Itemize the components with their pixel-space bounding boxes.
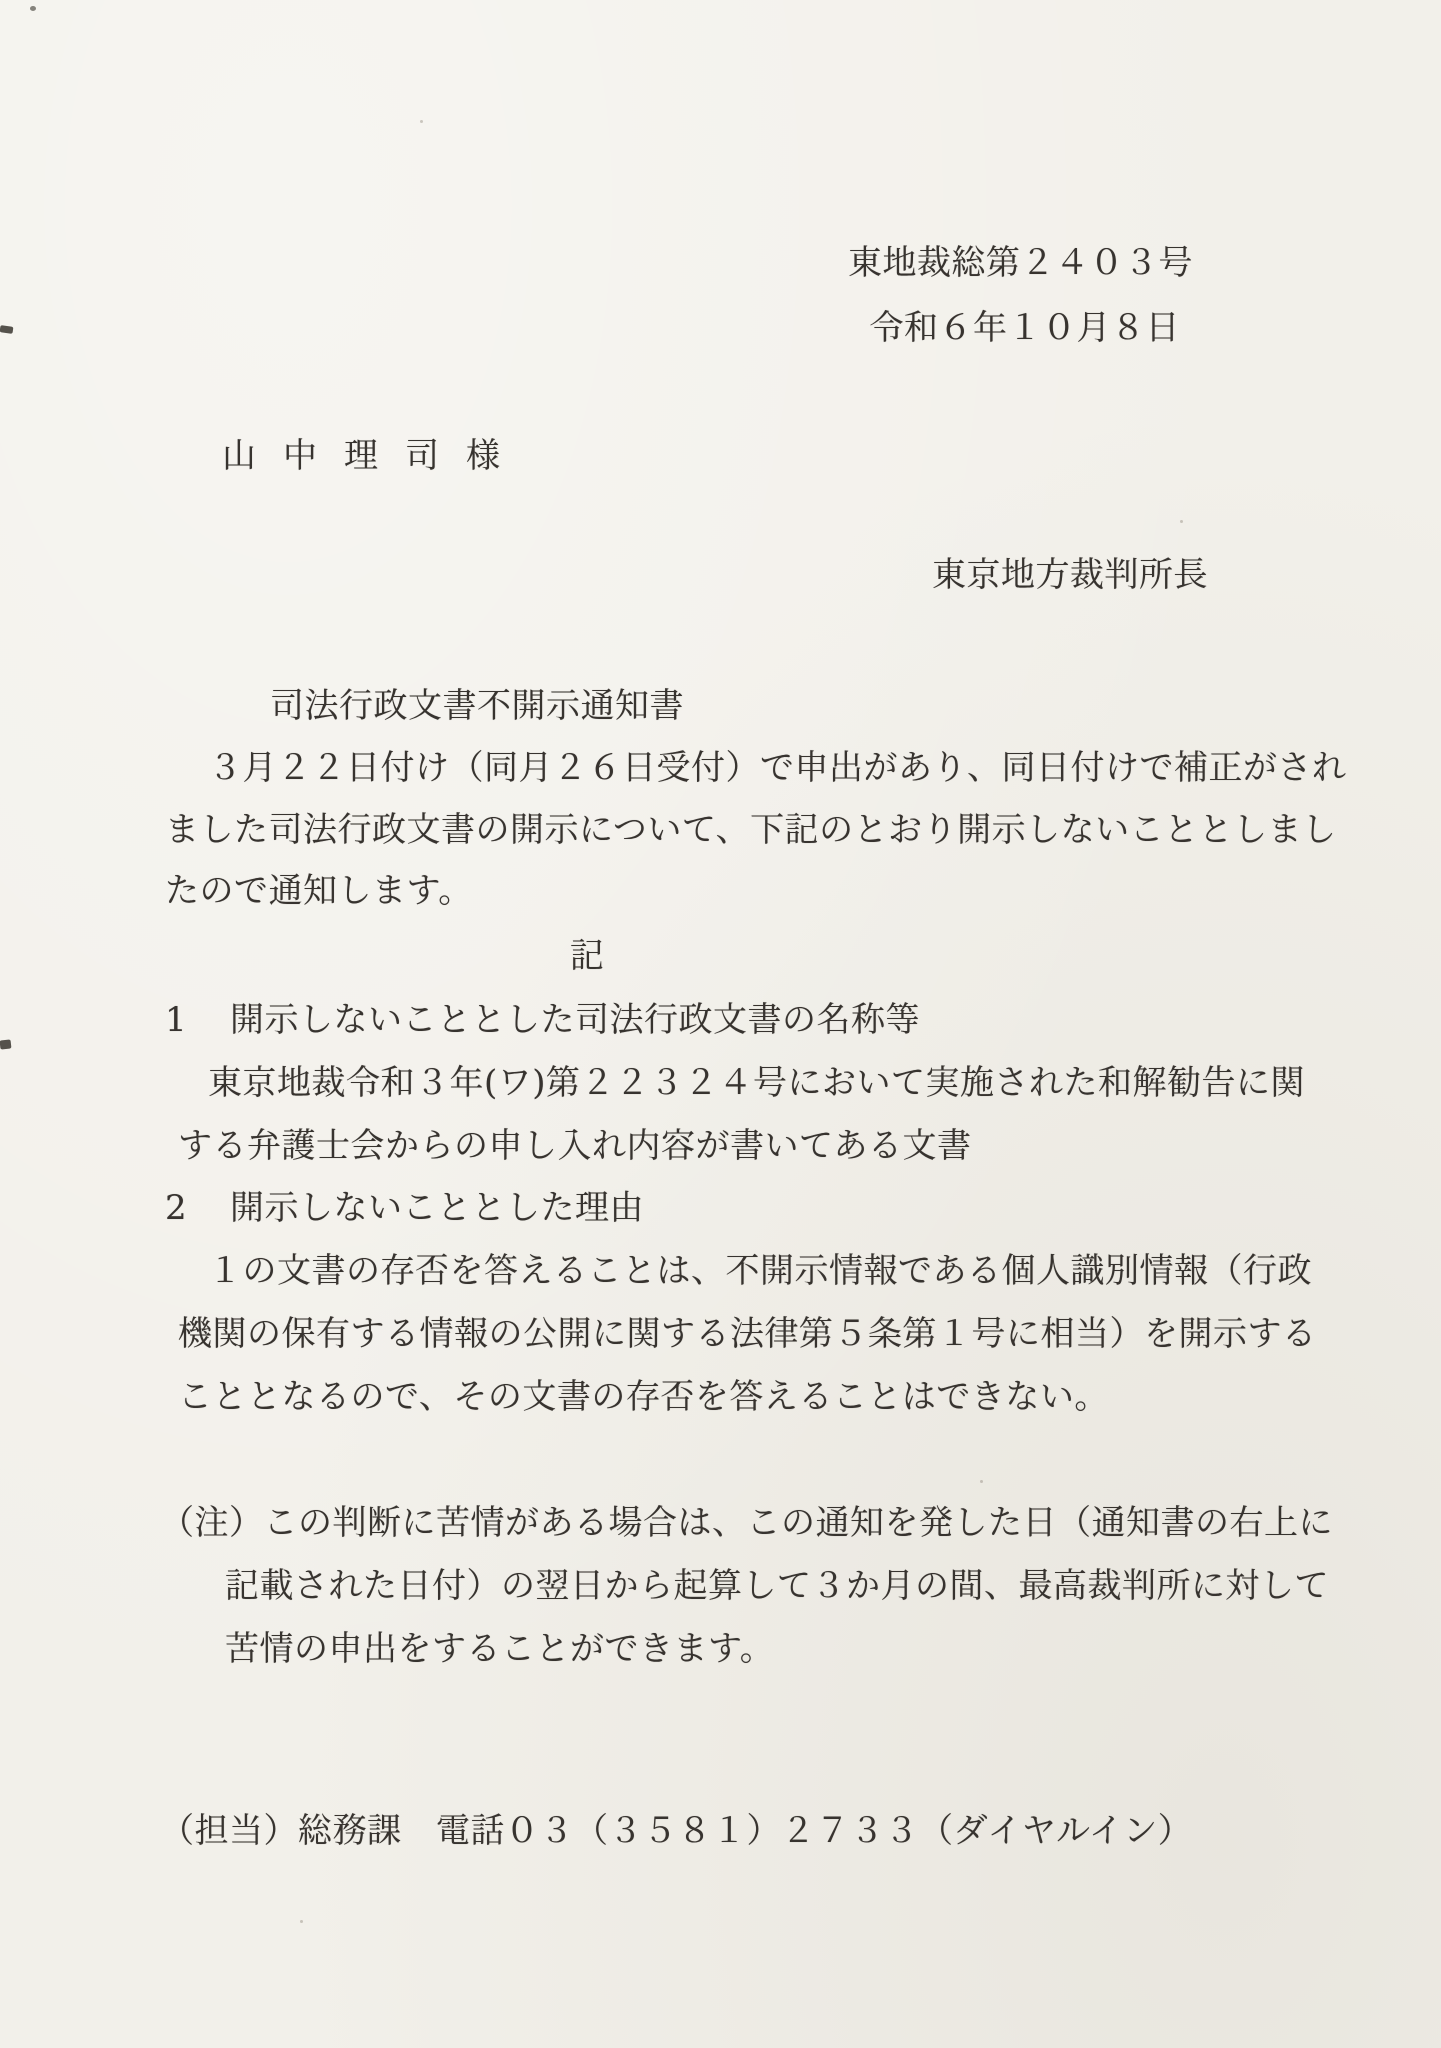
section-1-body-line: する弁護士会からの申し入れ内容が書いてある文書 — [178, 1126, 972, 1166]
note-line: （注）この判断に苦情がある場合は、この通知を発した日（通知書の右上に — [160, 1503, 1333, 1543]
paper-speck — [420, 120, 423, 123]
section-1-heading — [165, 1000, 920, 1040]
ki-marker: 記 — [570, 936, 605, 976]
paper-speck — [980, 1480, 983, 1483]
document-number: 東地裁総第２４０３号 — [848, 243, 1193, 283]
note-line: 苦情の申出をすることができます。 — [225, 1629, 775, 1669]
scan-artifact — [30, 6, 36, 11]
section-1-number: 1 — [165, 1000, 188, 1040]
paper-speck — [300, 1920, 303, 1923]
paper-speck — [1180, 520, 1183, 523]
section-2-body-line: こととなるので、その文書の存否を答えることはできない。 — [178, 1377, 1109, 1417]
section-2-body-line: 機関の保有する情報の公開に関する法律第５条第１号に相当）を開示する — [178, 1314, 1317, 1354]
document-title: 司法行政文書不開示通知書 — [270, 686, 684, 726]
contact-info: （担当）総務課 電話０３（３５８１）２７３３（ダイヤルイン） — [160, 1811, 1193, 1851]
section-1-heading-text: 開示しないこととした司法行政文書の名称等 — [230, 1000, 920, 1040]
note-line: 記載された日付）の翌日から起算して３か月の間、最高裁判所に対して — [225, 1566, 1329, 1606]
scan-artifact — [0, 1039, 11, 1049]
section-2-body-line: １の文書の存否を答えることは、不開示情報である個人識別情報（行政 — [208, 1251, 1312, 1291]
section-2-heading-text: 開示しないこととした理由 — [230, 1188, 644, 1228]
section-2-heading — [165, 1188, 644, 1228]
section-1-body-line: 東京地裁令和３年(ワ)第２２３２４号において実施された和解勧告に関 — [208, 1063, 1306, 1103]
section-2-number: 2 — [165, 1188, 188, 1228]
intro-paragraph-line: たので通知します。 — [165, 871, 473, 911]
intro-paragraph-line: ３月２２日付け（同月２６日受付）で申出があり、同日付けで補正がされ — [208, 748, 1347, 788]
intro-paragraph-line: ました司法行政文書の開示について、下記のとおり開示しないこととしまし — [165, 810, 1337, 850]
issue-date: 令和６年１０月８日 — [869, 308, 1180, 348]
sender-title: 東京地方裁判所長 — [932, 555, 1208, 595]
addressee-name: 山中理司様 — [222, 436, 527, 476]
